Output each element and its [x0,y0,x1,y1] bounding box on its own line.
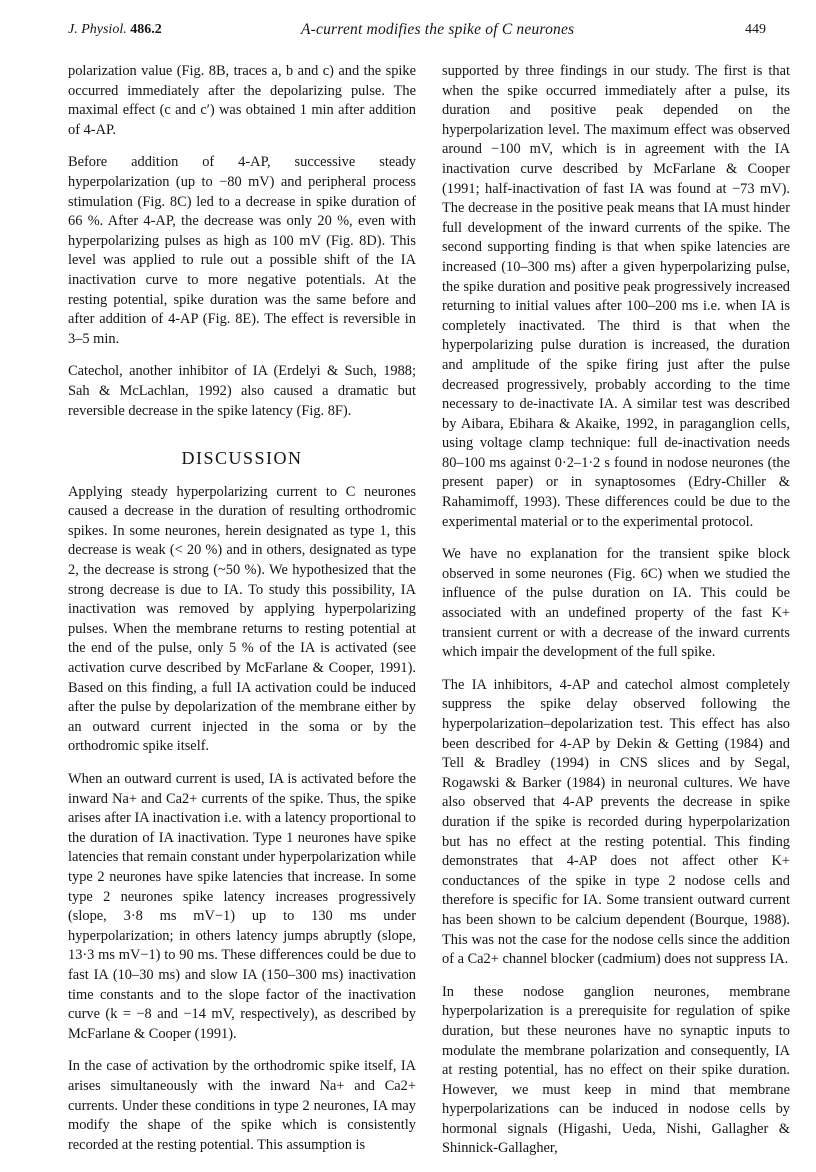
paragraph: In the case of activation by the orthodromic spike itself, IA arises simultaneously with the inward Na+ and Ca2+ currents. Under these conditions in type 2 neurones, IA may modify the shape of the spike which is consistently recorded at the resting potential. This assumption is [68,1058,416,1153]
page-number: 449 [745,22,766,37]
paragraph: Before addition of 4-AP, successive steady hyperpolarization (up to −80 mV) and peripheral process stimulation (Fig. 8C) led to a decrease in spike duration of 66 %. After 4-AP, the decrease was only 20 %, even with hyperpolarizing pulses as high as 100 mV (Fig. 8D). This level was applied to rule out a possible shift of the IA inactivation curve to more negative potentials. At the resting potential, spike duration was the same before and after addition of 4-AP (Fig. 8E). The effect is reversible in 3–5 min. [68,154,416,347]
journal-volume: 486.2 [130,22,162,37]
paragraph: supported by three findings in our study. The first is that when the spike occurred immediately after a pulse, its duration and positive peak depended on the hyperpolarization level. The maximum effect was observed around −100 mV, which is in agreement with the IA inactivation curve described by McFarlane & Cooper (1991; half-inactivation of fast IA was found at −73 mV). The decrease in the positive peak means that IA must hinder full development of the inward currents of the spike. The second supporting finding is that when spike latencies are increased (10–300 ms) after a given hyperpolarizing pulse, the spike duration and positive peak progressively increased returning to initial values after 100–200 ms i.e. when IA is completely inactivated. The third is that when the hyperpolarizing pulse duration is increased, the duration and amplitude of the spike firing just after the pulse decreased progressively, probably according to the time necessary to de-inactivate IA. A similar test was described by Aibara, Ebihara & Akaike, 1992, in paraganglion cells, using voltage clamp technique: full de-inactivation needs 80–100 ms against 0·2–1·2 s found in nodose neurones (the present paper) or in synaptosomes (Edry-Chiller & Rahamimoff, 1993). These differences could be due to the experimental material or to the experimental protocol. [442,63,790,530]
section-heading-text: DISCUSSION [181,448,303,469]
right-column [442,62,790,1172]
left-column [68,62,416,1168]
journal-name: J. Physiol. [68,22,127,37]
paragraph: polarization value (Fig. 8B, traces a, b and c) and the spike occurred immediately after the depolarizing pulse. The maximal effect (c and c′) was obtained 1 min after addition of 4-AP. [68,63,416,138]
paragraph: We have no explanation for the transient spike block observed in some neurones (Fig. 6C) when we studied the influence of the pulse duration on IA. This could be associated with an undefined property of the fast K+ transient current or with a decrease of the inward currents which impair the development of the full spike. [442,546,790,661]
running-title: A-current modifies the spike of C neurones [301,21,575,38]
paragraph: The IA inhibitors, 4-AP and catechol almost completely suppress the spike delay observed following the hyperpolarization–depolarization test. This effect has also been described for 4-AP by Dekin & Getting (1984) and Tell & Bradley (1994) in CNS slices and by Segal, Rogawski & Barker (1984) in neuronal cultures. We have also observed that 4-AP prevents the decrease in spike duration if the spike is recorded during hyperpolarization but has no effect at the resting potential. This finding demonstrates that 4-AP does not affect other K+ conductances of the spike in type 2 nodose cells and therefore is specific for IA. Some transient outward current has been shown to be calcium dependent (Bourque, 1988). This was not the case for the nodose cells since the addition of a Ca2+ channel blocker (cadmium) does not suppress IA. [442,676,790,968]
paragraph: Applying steady hyperpolarizing current to C neurones caused a decrease in the duration of resulting orthodromic spikes. In some neurones, herein designated as type 1, this decrease is weak (< 20 %) and in others, designated as type 2, the decrease is strong (~50 %). We hypothesized that the strong decrease is due to IA. To study this possibility, IA inactivation was removed by applying hyperpolarizing pulses. When the membrane returns to resting potential at the end of the pulse, only 5 % of the IA is activated (see activation curve described by McFarlane & Cooper, 1991). Based on this finding, a full IA activation could be induced after the pulse by depolarization of the membrane either by an outward current injected in the soma or by the orthodromic spike itself. [68,483,416,755]
paragraph: When an outward current is used, IA is activated before the inward Na+ and Ca2+ currents of the spike. Thus, the spike arises after IA inactivation i.e. with a latency proportional to the duration of IA inactivation. Type 1 neurones have spike latencies that remain constant under hyperpolarization while type 2 neurones have spike latencies that increase. In some type 2 neurones spike latency increases progressively (slope, 3·8 ms mV−1) up to 130 ms under hyperpolarization; in others latency jumps abruptly (slope, 13·3 ms mV−1) to 90 ms. These differences could be due to fast IA (10–30 ms) and slow IA (150–300 ms) inactivation time constants and to the slope factor of the inactivation curve (k = −8 and −14 mV, respectively), as described by McFarlane & Cooper (1991). [68,771,416,1042]
paragraph: Catechol, another inhibitor of IA (Erdelyi & Such, 1988; Sah & McLachlan, 1992) also caused a dramatic but reversible decrease in the spike latency (Fig. 8F). [68,363,416,419]
paragraph: In these nodose ganglion neurones, membrane hyperpolarization is a prerequisite for regulation of spike duration, but these neurones have no synaptic inputs to modulate the membrane polarization and consequently, IA at resting potential, has no effect on their spike duration. However, we must keep in mind that membrane hyperpolarizations can be induced in nodose cells by hormonal signals (Higashi, Ueda, Nishi, Gallagher & Shinnick-Gallagher, [442,983,790,1157]
running-header [68,22,768,44]
section-heading [68,449,416,469]
journal-citation [68,22,162,38]
